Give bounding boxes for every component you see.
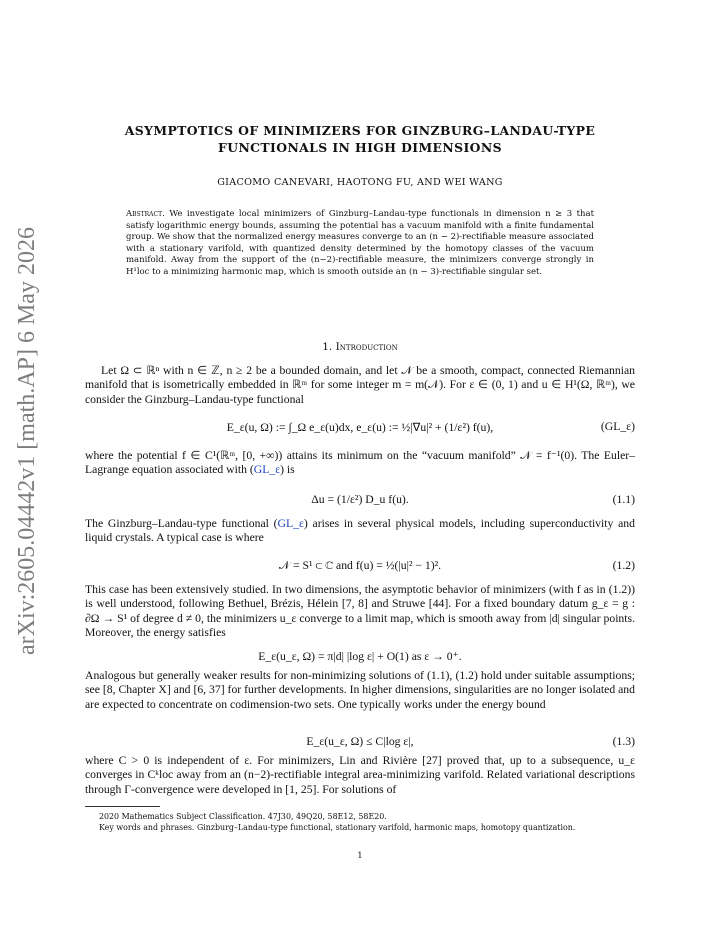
- abstract: [126, 209, 594, 279]
- paragraph-intro: Let Ω ⊂ ℝⁿ with n ∈ ℤ, n ≥ 2 be a bounded domain, and let 𝒩 be a smooth, compact, connected Riemannian manifold that is isometrically embedded in ℝᵐ for some integer m = m(𝒩). For ε ∈ (0, 1) and u ∈ H¹(Ω, ℝᵐ), we consider the Ginzburg–Landau-type functional: [85, 364, 635, 406]
- equation-gl-tag: (GL_ε): [600, 420, 635, 433]
- section-number: 1.: [322, 341, 333, 353]
- arxiv-sidebar-stamp: arXiv:2605.04442v1 [math.AP] 6 May 2026: [14, 227, 40, 655]
- equation-gl-body: E_ε(u, Ω) := ∫_Ω e_ε(u)dx, e_ε(u) := ½|∇u|² + (1/ε²) f(u),: [226, 421, 494, 434]
- section-heading: [85, 341, 635, 353]
- paragraph-typical-tail: ) arises in several physical models, including superconductivity and liquid crystals. A typical case is where: [85, 517, 635, 545]
- paragraph-potential-text: where the potential f ∈ C¹(ℝᵐ, [0, +∞)) attains its minimum on the “vacuum manifold” 𝒩 = f⁻¹(0). The Euler–Lagrange equation associated with (: [85, 449, 635, 477]
- paragraph-analogous: Analogous but generally weaker results for non-minimizing solutions of (1.1), (1.2) hold under suitable assumptions; see [8, Chapter X] and [6, 37] for further developments. In higher dimensions, singularities are no longer isolated and are expected to concentrate on codimension-two sets. One typically works under the energy bound: [85, 669, 635, 711]
- paragraph-history: This case has been extensively studied. In two dimensions, the asymptotic behavior of minimizers (with f as in (1.2)) is well understood, following Bethuel, Brézis, Hélein [7, 8] and Struwe [44]. For a fixed boundary datum g_ε = g : ∂Ω → S¹ of degree d ≠ 0, the minimizers u_ε converge to a limit map, which is smooth away from |d| singular points. Moreover, the energy satisfies: [85, 583, 635, 639]
- equation-link-gl-2[interactable]: GL_ε: [277, 517, 304, 530]
- title-line-1: ASYMPTOTICS OF MINIMIZERS FOR GINZBURG–LANDAU-TYPE: [124, 123, 596, 138]
- paragraph-lin-riviere: where C > 0 is independent of ε. For minimizers, Lin and Rivière [27] proved that, up to a subsequence, u_ε converges in Cᵏloc away from an (n−2)-rectifiable integral area-minimizing varifold. Related variational descriptions through Γ-convergence were developed in [1, 25]. For solutions of: [85, 754, 635, 796]
- equation-link-gl[interactable]: GL_ε: [253, 463, 281, 477]
- page-number: 1: [357, 851, 363, 861]
- paragraph-typical-case: [85, 517, 635, 546]
- equation-1-1-tag: (1.1): [612, 493, 635, 506]
- footnotes: [85, 811, 635, 833]
- section-title: Introduction: [335, 341, 398, 353]
- paragraph-potential: [85, 449, 635, 478]
- equation-1-1-body: Δu = (1/ε²) D_u f(u).: [311, 493, 409, 506]
- equation-1-2-body: 𝒩 = S¹ ⊂ ℂ and f(u) = ½(|u|² − 1)².: [278, 559, 442, 572]
- abstract-text: We investigate local minimizers of Ginzburg–Landau-type functionals in dimension n ≥ 3 that satisfy logarithmic energy bounds, assuming the potential has a vacuum manifold with a finite fundamental group. We show that the normalized energy measures converge to an (n − 2)-rectifiable measure associated with a stationary varifold, with quantized density determined by the homotopy classes of the vacuum manifold. Away from the support of the (n−2)-rectifiable measure, the minimizers converge strongly in H¹loc to a minimizing harmonic map, which is smooth outside an (n − 3)-rectifiable singular set.: [126, 209, 594, 277]
- equation-1-2-tag: (1.2): [612, 559, 635, 572]
- equation-1-3-body: E_ε(u_ε, Ω) ≤ C|log ε|,: [306, 735, 414, 748]
- paper-title: [85, 122, 635, 156]
- footnote-rule: [85, 806, 160, 807]
- footnote-keywords: Key words and phrases. Ginzburg–Landau-type functional, stationary varifold, harmonic maps, homotopy quantization.: [99, 823, 576, 832]
- author-list: GIACOMO CANEVARI, HAOTONG FU, AND WEI WANG: [217, 177, 503, 188]
- paragraph-potential-tail: ) is: [280, 463, 295, 477]
- title-line-2: FUNCTIONALS IN HIGH DIMENSIONS: [218, 140, 502, 155]
- footnote-msc: 2020 Mathematics Subject Classification. 47J30, 49Q20, 58E12, 58E20.: [99, 812, 387, 821]
- equation-energy-body: E_ε(u_ε, Ω) = π|d| |log ε| + O(1) as ε → 0⁺.: [258, 650, 462, 663]
- paragraph-typical-text: The Ginzburg–Landau-type functional (: [85, 517, 278, 530]
- equation-1-3-tag: (1.3): [612, 735, 635, 748]
- abstract-label: Abstract.: [126, 209, 165, 219]
